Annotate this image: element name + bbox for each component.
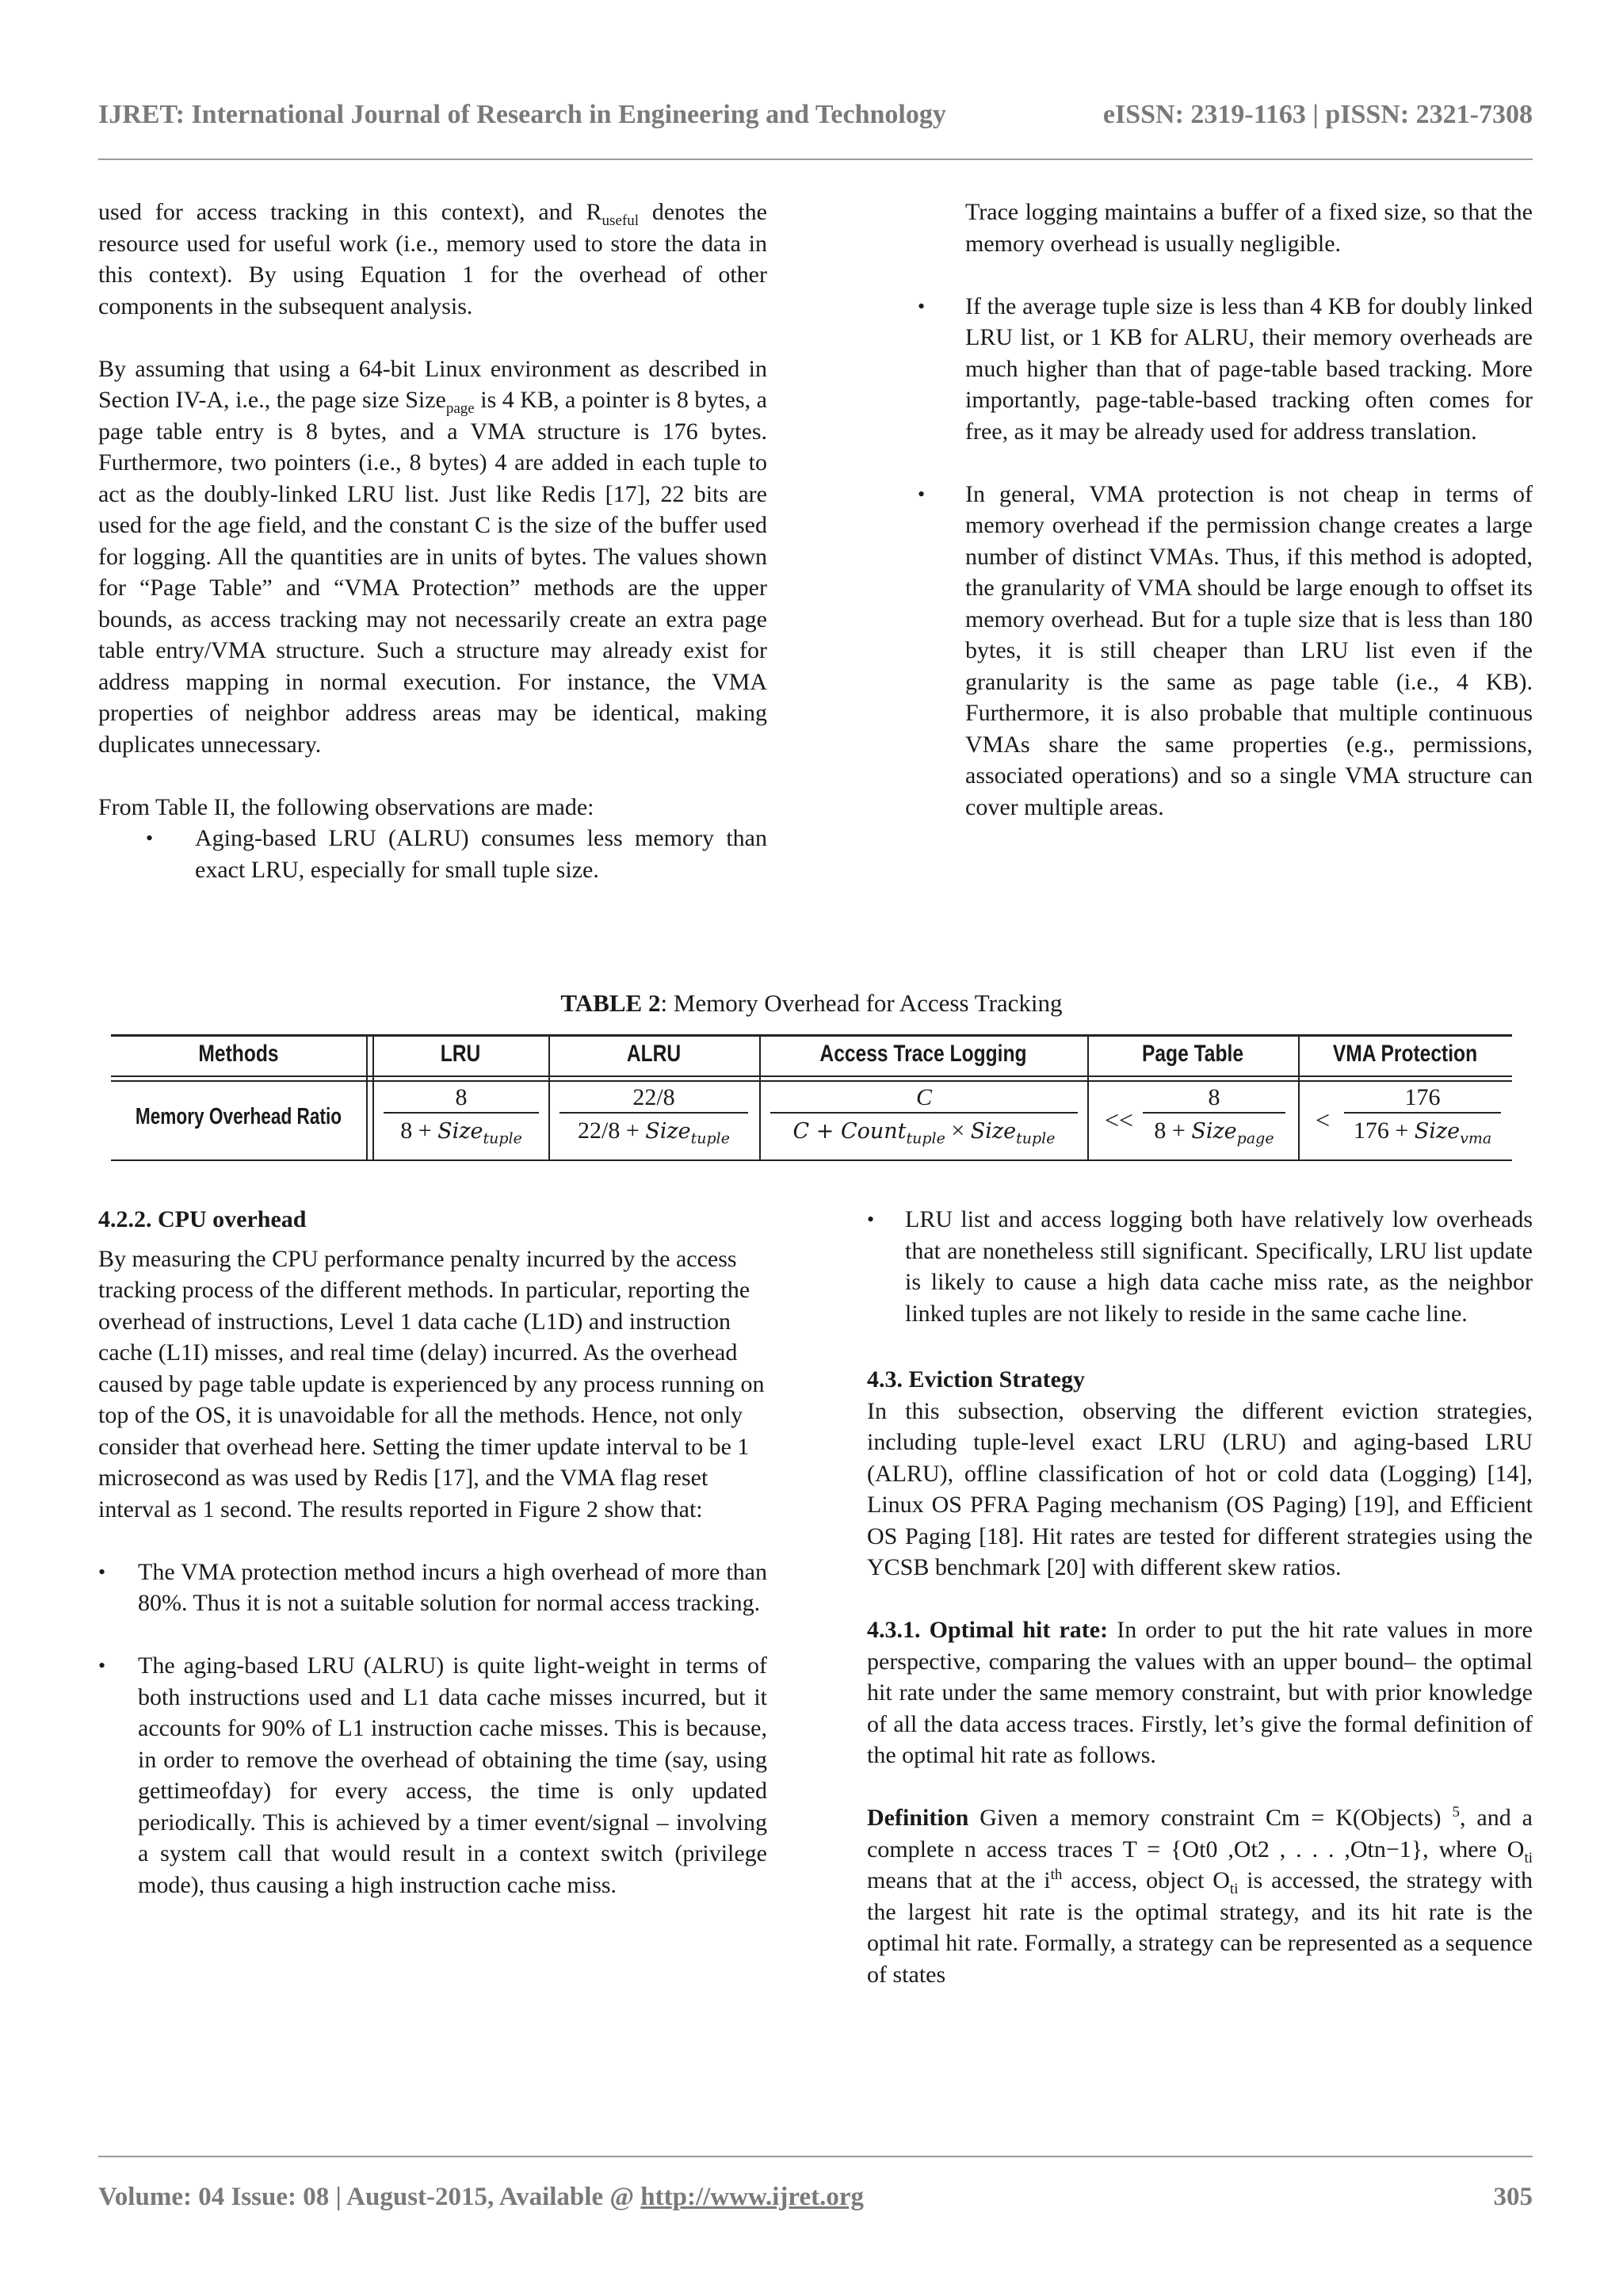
- paragraph: By measuring the CPU performance penalty incurred by the access tracking process of the different methods. In particular, reporting the overhead of instructions, Level 1 data cache (L1D) and instruction cache (L1I) misses, and real time (delay) incurred. As the overhead caused by page table update is experienced by any process running on top of the OS, it is unavoidable for all the methods. Hence, not only consider that overhead here. Setting the timer update interval to be 1 microsecond as was used by Redis [17], and the VMA flag reset interval as 1 second. The results reported in Figure 2 show that:: [98, 1245, 765, 1522]
- issn: eISSN: 2319-1163 | pISSN: 2321-7308: [1102, 100, 1533, 129]
- header-lru: LRU: [440, 1041, 481, 1067]
- overhead-table: [111, 1034, 1512, 1161]
- journal-title: IJRET: International Journal of Research in Engineering and Technology: [98, 100, 946, 129]
- definition-paragraph: Definition Given a memory constraint Cm = K(Objects) $^5$, and a complete n access traces T = {Ot0 ,Ot2 , . . . ,Otn−1}, where $O_{ti}$ means that at the $i^{th}$ access, object $O_{ti}$ is accessed, the strategy with the largest hit rate is the optimal strategy, and its hit rate is the optimal hit rate. Formally, a strategy can be represented as a sequence of states: [867, 1804, 1533, 1988]
- list-item: • In general, VMA protection is not cheap in terms of memory overhead if the permission change creates a large number of distinct VMAs. Thus, if this method is adopted, the granularity of VMA should be large enough to offset its memory overhead. But for a tuple size that is less than 180 bytes, it is still cheaper than LRU list even if the granularity is the same as page table (i.e., 4 KB). Furthermore, it is also probable that multiple continuous VMAs share the same properties (e.g., permissions, associated operations) and so a single VMA structure can cover multiple areas.: [918, 480, 1533, 820]
- paragraph: Trace logging maintains a buffer of a fixed size, so that the memory overhead is usually negligible.: [965, 199, 1533, 257]
- list-item: • Aging-based LRU (ALRU) consumes less memory than exact LRU, especially for small tuple size.: [146, 825, 767, 883]
- upper-left-column: [98, 197, 767, 885]
- logging-formula: C C + Count$_{tuple}$ × Size$_{tuple}$: [770, 1083, 1078, 1148]
- row-label: Memory Overhead Ratio: [135, 1104, 342, 1129]
- header-rule: [98, 159, 1533, 160]
- lru-formula: 8 8 + Size$_{tuple}$: [384, 1083, 539, 1148]
- upper-right-column: [872, 197, 1533, 823]
- list-item: • If the average tuple size is less than 4 KB for doubly linked LRU list, or 1 KB for ALRU, their memory overheads are much higher than that of page-table based tracking. More importantly, page-table-based tracking often comes for free, as it may be already used for address translation.: [918, 292, 1533, 445]
- section-heading: 4.3. Eviction Strategy: [867, 1366, 1085, 1392]
- list-item: • The VMA protection method incurs a high overhead of more than 80%. Thus it is not a suitable solution for normal access tracking.: [98, 1558, 767, 1616]
- alru-formula: 22/8 22/8 + Size$_{tuple}$: [559, 1083, 748, 1148]
- page-table-formula: 8 8 + Size$_{page}$: [1143, 1083, 1285, 1148]
- list-item: • The aging-based LRU (ALRU) is quite light-weight in terms of both instructions used and L1 data cache misses incurred, but it accounts for 90% of L1 instruction cache misses. This is because, in order to remove the overhead of obtaining the time (say, using gettimeofday) for every access, the time is only updated periodically. This is achieved by a timer event/signal – involving a system call that would result in a context switch (privilege mode), thus causing a high instruction cache miss.: [98, 1652, 767, 1898]
- relation-much-less: <<: [1105, 1106, 1134, 1134]
- journal-link[interactable]: http://www.ijret.org: [640, 2183, 864, 2211]
- relation-less: <: [1316, 1106, 1331, 1134]
- header-page-table: Page Table: [1141, 1041, 1244, 1067]
- vma-formula: 176 176 + Size$_{vma}$: [1344, 1083, 1501, 1148]
- table-caption: TABLE 2: Memory Overhead for Access Tracking: [560, 989, 1063, 1017]
- paragraph: From Table II, the following observations are made:: [98, 793, 594, 820]
- paragraph: 4.3.1. Optimal hit rate: In order to put the hit rate values in more perspective, comparing the values with an upper bound– the optimal hit rate under the same memory constraint, but with prior knowledge of all the data access traces. Firstly, let’s give the formal definition of the optimal hit rate as follows.: [867, 1617, 1533, 1768]
- header-logging: Access Trace Logging: [819, 1041, 1027, 1067]
- lower-left-column: [98, 1204, 767, 1901]
- page-number: 305: [1493, 2183, 1533, 2211]
- running-header: [98, 100, 1533, 132]
- paragraph: used for access tracking in this context), and $R_{useful}$ denotes the resource used for useful work (i.e., memory used to store the data in this context). By using Equation 1 for the overhead of other components in the subsequent analysis.: [98, 199, 767, 319]
- header-vma: VMA Protection: [1332, 1041, 1478, 1067]
- paragraph: In this subsection, observing the different eviction strategies, including tuple-level exact LRU (LRU) and aging-based LRU (ALRU), offline classification of hot or cold data (Logging) [14], Linux OS PFRA Paging mechanism (OS Paging) [19], and Efficient OS Paging [18]. Hit rates are tested for different strategies using the YCSB benchmark [20] with different skew ratios.: [867, 1397, 1533, 1580]
- header-methods: Methods: [198, 1041, 279, 1067]
- header-alru: ALRU: [626, 1041, 682, 1067]
- section-heading: 4.2.2. CPU overhead: [98, 1206, 307, 1232]
- list-item: • LRU list and access logging both have relatively low overheads that are nonetheless still significant. Specifically, LRU list update is likely to cause a high data cache miss rate, as the neighbor linked tuples are not likely to reside in the same cache line.: [867, 1206, 1533, 1327]
- lower-right-column: [867, 1204, 1533, 1990]
- paragraph: By assuming that using a 64-bit Linux environment as described in Section IV-A, i.e., the page size Size$_{page}$ is 4 KB, a pointer is 8 bytes, a page table entry is 8 bytes, and a VMA structure is 176 bytes. Furthermore, two pointers (i.e., 8 bytes) 4 are added in each tuple to act as the doubly-linked LRU list. Just like Redis [17], 22 bits are used for the age field, and the constant C is the size of the buffer used for logging. All the quantities are in units of bytes. The values shown for “Page Table” and “VMA Protection” methods are the upper bounds, as access tracking may not necessarily create an extra page table entry/VMA structure. Such a structure may already exist for address mapping in normal execution. For instance, the VMA properties of neighbor address areas may be identical, making duplicates unnecessary.: [98, 355, 767, 758]
- footer-rule: [98, 2156, 1533, 2157]
